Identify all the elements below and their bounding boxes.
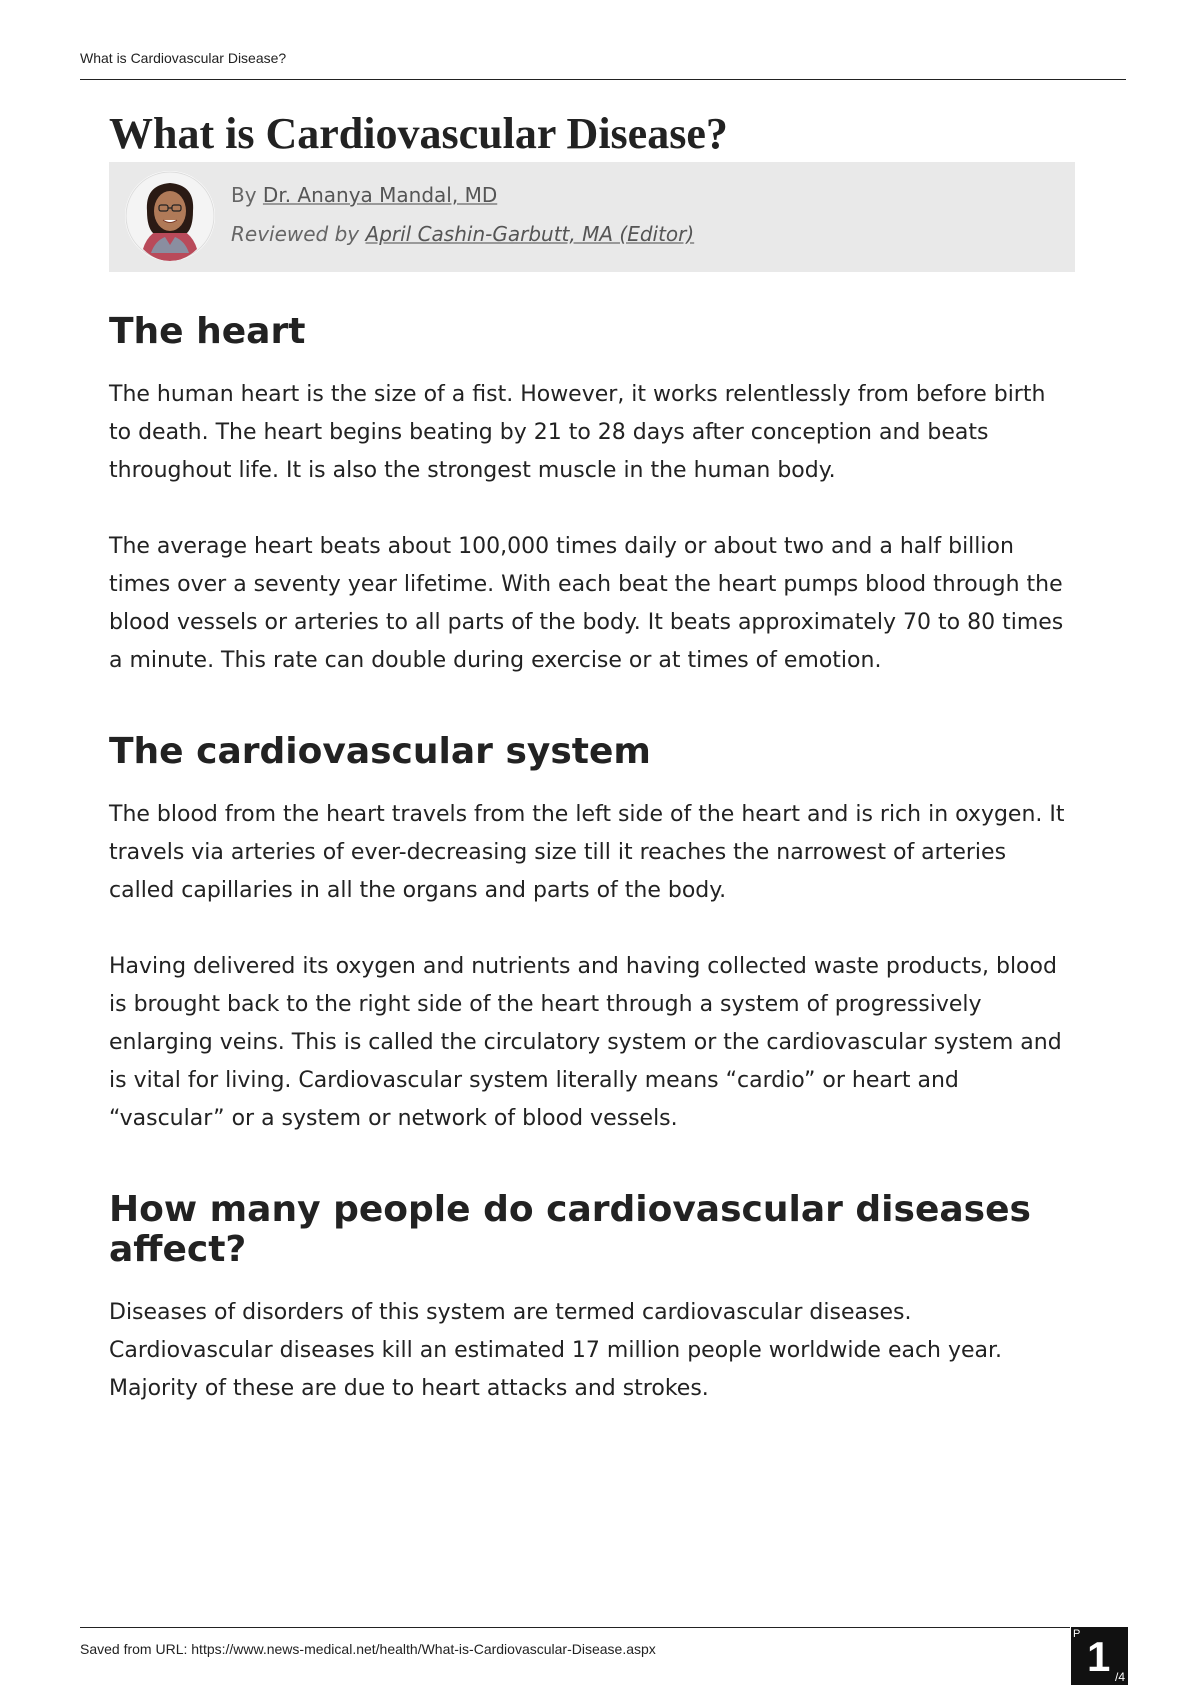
page-number-box — [1071, 1627, 1128, 1685]
running-header: What is Cardiovascular Disease? — [80, 50, 287, 66]
paragraph-system-1: The blood from the heart travels from the left side of the heart and is rich in oxygen. It travels via arteries of ever-decreasing size till it reaches the narrowest of arteries called capillaries in all the organs and parts of the body. — [109, 802, 1065, 903]
author-link[interactable]: Dr. Ananya Mandal, MD — [262, 183, 498, 207]
reviewed-prefix: Reviewed by — [231, 222, 366, 246]
page-total: /4 — [1114, 1670, 1125, 1684]
reviewer-line — [231, 219, 694, 258]
reviewer-link[interactable]: April Cashin-Garbutt, MA (Editor) — [365, 222, 695, 246]
section-heading-heart: The heart — [109, 311, 306, 352]
page-label: P — [1073, 1628, 1081, 1640]
header-divider — [80, 79, 1126, 80]
page-title: What is Cardiovascular Disease? — [109, 109, 728, 158]
by-prefix: By — [231, 183, 263, 207]
section-heading-how-many: How many people do cardiovascular diseases affect? — [109, 1189, 1031, 1270]
paragraph-how-many-1: Diseases of disorders of this system are termed cardiovascular diseases. Cardiovascular diseases kill an estimated 17 million people worldwide each year. Majority of these are due to heart attacks and strokes. — [109, 1300, 1003, 1401]
author-avatar — [125, 171, 215, 261]
page-number: 1 — [1087, 1633, 1111, 1680]
author-photo-icon — [125, 171, 215, 261]
paragraph-system-2: Having delivered its oxygen and nutrients and having collected waste products, blood is brought back to the right side of the heart through a system of progressively enlarging veins. This is called the circulatory system or the cardiovascular system and is vital for living. Cardiovascular system literally means “cardio” or heart and “vascular” or a system or network of blood vessels. — [109, 954, 1062, 1131]
author-line — [231, 180, 694, 219]
footer-saved-url: Saved from URL: https://www.news-medical.net/health/What-is-Cardiovascular-Disease.aspx — [80, 1641, 656, 1657]
paragraph-heart-2: The average heart beats about 100,000 times daily or about two and a half billion times over a seventy year lifetime. With each beat the heart pumps blood through the blood vessels or arteries to all parts of the body. It beats approximately 70 to 80 times a minute. This rate can double during exercise or at times of emotion. — [109, 534, 1064, 673]
paragraph-heart-1: The human heart is the size of a fist. However, it works relentlessly from before birth to death. The heart begins beating by 21 to 28 days after conception and beats throughout life. It is also the strongest muscle in the human body. — [109, 382, 1046, 483]
byline-box — [109, 162, 1075, 272]
section-heading-cardiovascular-system: The cardiovascular system — [109, 731, 651, 772]
footer-divider — [80, 1627, 1070, 1628]
byline-lines — [231, 180, 694, 258]
article-body — [109, 300, 1069, 1408]
